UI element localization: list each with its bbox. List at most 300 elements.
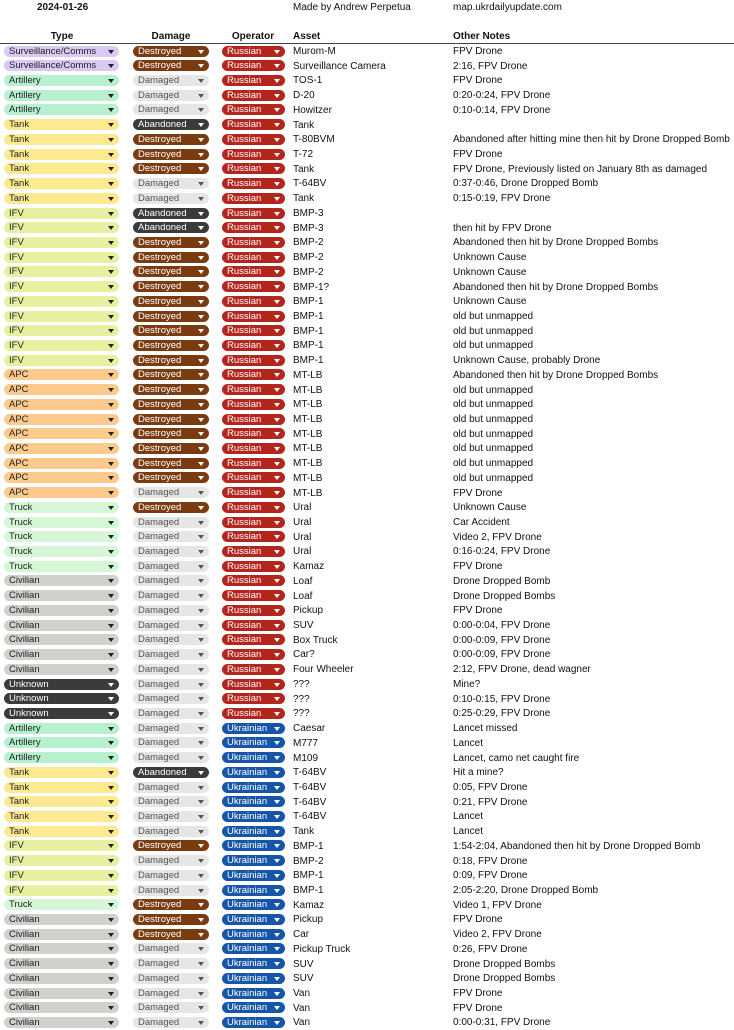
type-dropdown[interactable]	[4, 193, 119, 204]
type-dropdown[interactable]	[4, 634, 119, 645]
damage-dropdown[interactable]	[133, 531, 209, 542]
operator-dropdown[interactable]	[222, 46, 285, 57]
damage-dropdown[interactable]	[133, 737, 209, 748]
asset-cell: Car	[293, 929, 310, 941]
operator-dropdown[interactable]	[222, 1002, 285, 1013]
operator-dropdown[interactable]	[222, 855, 285, 866]
damage-dropdown[interactable]	[133, 605, 209, 616]
type-dropdown[interactable]	[4, 237, 119, 248]
damage-dropdown[interactable]	[133, 679, 209, 690]
asset-cell: Tank	[293, 193, 315, 205]
operator-dropdown[interactable]	[222, 296, 285, 307]
damage-dropdown[interactable]	[133, 281, 209, 292]
type-dropdown[interactable]	[4, 384, 119, 395]
asset-cell: T-72	[293, 149, 314, 161]
damage-dropdown[interactable]	[133, 237, 209, 248]
type-dropdown-value: IFV	[9, 310, 24, 322]
type-dropdown[interactable]	[4, 855, 119, 866]
type-dropdown[interactable]	[4, 163, 119, 174]
table-row	[0, 103, 734, 118]
type-dropdown[interactable]	[4, 1002, 119, 1013]
type-dropdown[interactable]	[4, 988, 119, 999]
damage-dropdown[interactable]	[133, 428, 209, 439]
operator-dropdown[interactable]	[222, 826, 285, 837]
type-dropdown[interactable]	[4, 399, 119, 410]
damage-dropdown[interactable]	[133, 575, 209, 586]
type-dropdown[interactable]	[4, 281, 119, 292]
operator-dropdown[interactable]	[222, 458, 285, 469]
damage-dropdown[interactable]	[133, 855, 209, 866]
damage-dropdown[interactable]	[133, 1002, 209, 1013]
dropdown-arrow-icon	[198, 844, 204, 848]
type-dropdown[interactable]	[4, 517, 119, 528]
operator-dropdown[interactable]	[222, 929, 285, 940]
type-dropdown[interactable]	[4, 311, 119, 322]
damage-dropdown[interactable]	[133, 988, 209, 999]
damage-dropdown[interactable]	[133, 767, 209, 778]
damage-dropdown[interactable]	[133, 929, 209, 940]
damage-dropdown[interactable]	[133, 119, 209, 130]
operator-dropdown[interactable]	[222, 119, 285, 130]
dropdown-arrow-icon	[198, 212, 204, 216]
operator-dropdown-value: Russian	[227, 398, 262, 410]
notes-cell: Drone Dropped Bombs	[453, 958, 556, 970]
operator-dropdown[interactable]	[222, 575, 285, 586]
type-dropdown[interactable]	[4, 369, 119, 380]
damage-dropdown-value: Damaged	[138, 693, 180, 705]
type-dropdown[interactable]	[4, 222, 119, 233]
operator-dropdown[interactable]	[222, 399, 285, 410]
operator-dropdown[interactable]	[222, 163, 285, 174]
damage-dropdown[interactable]	[133, 178, 209, 189]
type-dropdown[interactable]	[4, 46, 119, 57]
operator-dropdown[interactable]	[222, 266, 285, 277]
dropdown-arrow-icon	[274, 771, 280, 775]
asset-cell: MT-LB	[293, 384, 323, 396]
type-dropdown[interactable]	[4, 531, 119, 542]
damage-dropdown[interactable]	[133, 973, 209, 984]
operator-dropdown[interactable]	[222, 428, 285, 439]
dropdown-arrow-icon	[108, 653, 114, 657]
damage-dropdown[interactable]	[133, 104, 209, 115]
notes-cell: Hit a mine?	[453, 767, 504, 779]
asset-cell: M109	[293, 752, 319, 764]
type-dropdown[interactable]	[4, 561, 119, 572]
type-dropdown[interactable]	[4, 723, 119, 734]
operator-dropdown[interactable]	[222, 355, 285, 366]
damage-dropdown[interactable]	[133, 266, 209, 277]
table-row	[0, 1015, 734, 1030]
damage-dropdown[interactable]	[133, 620, 209, 631]
asset-cell: Ural	[293, 531, 312, 543]
type-dropdown[interactable]	[4, 973, 119, 984]
type-dropdown[interactable]	[4, 1017, 119, 1028]
damage-dropdown[interactable]	[133, 369, 209, 380]
dropdown-arrow-icon	[198, 653, 204, 657]
type-dropdown[interactable]	[4, 693, 119, 704]
damage-dropdown[interactable]	[133, 60, 209, 71]
type-dropdown[interactable]	[4, 929, 119, 940]
damage-dropdown[interactable]	[133, 782, 209, 793]
dropdown-arrow-icon	[198, 668, 204, 672]
damage-dropdown[interactable]	[133, 708, 209, 719]
damage-dropdown[interactable]	[133, 163, 209, 174]
type-dropdown-value: IFV	[9, 251, 24, 263]
operator-dropdown[interactable]	[222, 885, 285, 896]
type-dropdown[interactable]	[4, 752, 119, 763]
operator-dropdown[interactable]	[222, 90, 285, 101]
damage-dropdown[interactable]	[133, 796, 209, 807]
damage-dropdown[interactable]	[133, 75, 209, 86]
operator-dropdown[interactable]	[222, 708, 285, 719]
top-bar	[0, 0, 734, 14]
notes-cell: 0:00-0:04, FPV Drone	[453, 620, 551, 632]
type-dropdown[interactable]	[4, 266, 119, 277]
operator-dropdown[interactable]	[222, 899, 285, 910]
dropdown-arrow-icon	[198, 506, 204, 510]
operator-dropdown[interactable]	[222, 178, 285, 189]
table-row	[0, 486, 734, 501]
dropdown-arrow-icon	[198, 359, 204, 363]
damage-dropdown[interactable]	[133, 296, 209, 307]
operator-dropdown[interactable]	[222, 281, 285, 292]
operator-dropdown[interactable]	[222, 840, 285, 851]
type-dropdown[interactable]	[4, 458, 119, 469]
operator-dropdown[interactable]	[222, 767, 285, 778]
type-dropdown[interactable]	[4, 649, 119, 660]
type-dropdown[interactable]	[4, 355, 119, 366]
type-dropdown[interactable]	[4, 104, 119, 115]
damage-dropdown-value: Destroyed	[138, 251, 182, 263]
dropdown-arrow-icon	[274, 300, 280, 304]
damage-dropdown[interactable]	[133, 46, 209, 57]
dropdown-arrow-icon	[108, 889, 114, 893]
type-dropdown-value: Civilian	[9, 634, 40, 646]
type-dropdown[interactable]	[4, 664, 119, 675]
type-dropdown[interactable]	[4, 119, 119, 130]
operator-dropdown[interactable]	[222, 664, 285, 675]
dropdown-arrow-icon	[274, 668, 280, 672]
operator-dropdown[interactable]	[222, 222, 285, 233]
operator-dropdown[interactable]	[222, 723, 285, 734]
table-row	[0, 383, 734, 398]
type-dropdown[interactable]	[4, 679, 119, 690]
type-dropdown[interactable]	[4, 208, 119, 219]
damage-dropdown[interactable]	[133, 472, 209, 483]
damage-dropdown[interactable]	[133, 649, 209, 660]
type-dropdown-value: Civilian	[9, 604, 40, 616]
operator-dropdown[interactable]	[222, 325, 285, 336]
operator-dropdown[interactable]	[222, 75, 285, 86]
damage-dropdown[interactable]	[133, 664, 209, 675]
type-dropdown[interactable]	[4, 605, 119, 616]
damage-dropdown[interactable]	[133, 546, 209, 557]
asset-cell: BMP-1	[293, 355, 324, 367]
type-dropdown[interactable]	[4, 443, 119, 454]
operator-dropdown-value: Ukrainian	[227, 766, 268, 778]
damage-dropdown[interactable]	[133, 634, 209, 645]
dropdown-arrow-icon	[274, 256, 280, 260]
dropdown-arrow-icon	[274, 992, 280, 996]
damage-dropdown[interactable]	[133, 90, 209, 101]
damage-dropdown[interactable]	[133, 134, 209, 145]
dropdown-arrow-icon	[274, 579, 280, 583]
operator-dropdown[interactable]	[222, 649, 285, 660]
operator-dropdown[interactable]	[222, 60, 285, 71]
operator-dropdown-value: Russian	[227, 75, 262, 87]
asset-cell: T-64BV	[293, 796, 327, 808]
type-dropdown[interactable]	[4, 472, 119, 483]
operator-dropdown[interactable]	[222, 796, 285, 807]
type-dropdown[interactable]	[4, 620, 119, 631]
type-dropdown[interactable]	[4, 90, 119, 101]
operator-dropdown-value: Russian	[227, 45, 262, 57]
dropdown-arrow-icon	[198, 638, 204, 642]
type-dropdown[interactable]	[4, 546, 119, 557]
dropdown-arrow-icon	[274, 962, 280, 966]
type-dropdown[interactable]	[4, 134, 119, 145]
damage-dropdown[interactable]	[133, 693, 209, 704]
damage-dropdown[interactable]	[133, 811, 209, 822]
damage-dropdown-value: Damaged	[138, 663, 180, 675]
dropdown-arrow-icon	[108, 359, 114, 363]
operator-dropdown[interactable]	[222, 252, 285, 263]
damage-dropdown[interactable]	[133, 340, 209, 351]
dropdown-arrow-icon	[274, 50, 280, 54]
damage-dropdown[interactable]	[133, 311, 209, 322]
type-dropdown[interactable]	[4, 899, 119, 910]
dropdown-arrow-icon	[198, 903, 204, 907]
damage-dropdown[interactable]	[133, 355, 209, 366]
type-dropdown[interactable]	[4, 737, 119, 748]
type-dropdown-value: Civilian	[9, 649, 40, 661]
type-dropdown[interactable]	[4, 149, 119, 160]
table-row	[0, 809, 734, 824]
dropdown-arrow-icon	[198, 977, 204, 981]
type-dropdown[interactable]	[4, 502, 119, 513]
damage-dropdown-value: Damaged	[138, 752, 180, 764]
operator-dropdown[interactable]	[222, 590, 285, 601]
operator-dropdown[interactable]	[222, 870, 285, 881]
type-dropdown[interactable]	[4, 943, 119, 954]
damage-dropdown[interactable]	[133, 458, 209, 469]
damage-dropdown-value: Destroyed	[138, 398, 182, 410]
operator-dropdown[interactable]	[222, 811, 285, 822]
damage-dropdown[interactable]	[133, 399, 209, 410]
damage-dropdown[interactable]	[133, 502, 209, 513]
operator-dropdown[interactable]	[222, 973, 285, 984]
operator-dropdown[interactable]	[222, 237, 285, 248]
type-dropdown[interactable]	[4, 590, 119, 601]
type-dropdown[interactable]	[4, 840, 119, 851]
notes-cell: Abandoned then hit by Drone Dropped Bombs	[453, 369, 659, 381]
damage-dropdown[interactable]	[133, 222, 209, 233]
operator-dropdown[interactable]	[222, 134, 285, 145]
operator-dropdown[interactable]	[222, 384, 285, 395]
asset-cell: Box Truck	[293, 634, 338, 646]
operator-dropdown[interactable]	[222, 782, 285, 793]
dropdown-arrow-icon	[108, 1006, 114, 1010]
type-dropdown[interactable]	[4, 414, 119, 425]
operator-dropdown[interactable]	[222, 958, 285, 969]
operator-dropdown[interactable]	[222, 369, 285, 380]
damage-dropdown[interactable]	[133, 384, 209, 395]
dropdown-arrow-icon	[108, 992, 114, 996]
operator-dropdown[interactable]	[222, 1017, 285, 1028]
operator-dropdown[interactable]	[222, 988, 285, 999]
type-dropdown[interactable]	[4, 252, 119, 263]
operator-dropdown-value: Russian	[227, 457, 262, 469]
dropdown-arrow-icon	[108, 506, 114, 510]
type-dropdown[interactable]	[4, 340, 119, 351]
damage-dropdown[interactable]	[133, 487, 209, 498]
dropdown-arrow-icon	[198, 947, 204, 951]
dropdown-arrow-icon	[108, 226, 114, 230]
asset-cell: M777	[293, 737, 319, 749]
operator-dropdown[interactable]	[222, 472, 285, 483]
asset-cell: MT-LB	[293, 413, 323, 425]
type-dropdown[interactable]	[4, 75, 119, 86]
asset-cell: Van	[293, 1002, 311, 1014]
operator-dropdown[interactable]	[222, 561, 285, 572]
operator-dropdown[interactable]	[222, 517, 285, 528]
damage-dropdown[interactable]	[133, 208, 209, 219]
type-dropdown-value: Tank	[9, 148, 30, 160]
type-dropdown[interactable]	[4, 826, 119, 837]
type-dropdown[interactable]	[4, 914, 119, 925]
operator-dropdown[interactable]	[222, 620, 285, 631]
asset-cell: MT-LB	[293, 487, 323, 499]
type-dropdown[interactable]	[4, 487, 119, 498]
damage-dropdown[interactable]	[133, 723, 209, 734]
type-dropdown[interactable]	[4, 811, 119, 822]
operator-dropdown[interactable]	[222, 487, 285, 498]
type-dropdown[interactable]	[4, 325, 119, 336]
dropdown-arrow-icon	[198, 226, 204, 230]
type-dropdown[interactable]	[4, 428, 119, 439]
type-dropdown[interactable]	[4, 782, 119, 793]
asset-cell: MT-LB	[293, 369, 323, 381]
type-dropdown-value: APC	[9, 443, 29, 454]
operator-dropdown[interactable]	[222, 311, 285, 322]
damage-dropdown[interactable]	[133, 517, 209, 528]
operator-dropdown[interactable]	[222, 679, 285, 690]
damage-dropdown[interactable]	[133, 193, 209, 204]
operator-dropdown-value: Russian	[227, 560, 262, 572]
asset-cell: Pickup	[293, 914, 324, 926]
damage-dropdown[interactable]	[133, 914, 209, 925]
type-dropdown[interactable]	[4, 958, 119, 969]
dropdown-arrow-icon	[198, 889, 204, 893]
damage-dropdown[interactable]	[133, 1017, 209, 1028]
damage-dropdown[interactable]	[133, 899, 209, 910]
table-row	[0, 530, 734, 545]
damage-dropdown[interactable]	[133, 752, 209, 763]
notes-cell: old but unmapped	[453, 310, 534, 322]
operator-dropdown[interactable]	[222, 752, 285, 763]
operator-dropdown-value: Russian	[227, 133, 262, 145]
operator-dropdown[interactable]	[222, 914, 285, 925]
operator-dropdown[interactable]	[222, 443, 285, 454]
type-dropdown[interactable]	[4, 708, 119, 719]
type-dropdown-value: Tank	[9, 133, 30, 145]
operator-dropdown[interactable]	[222, 193, 285, 204]
damage-dropdown-value: Abandoned	[138, 119, 187, 131]
table-row	[0, 206, 734, 221]
operator-dropdown[interactable]	[222, 502, 285, 513]
type-dropdown[interactable]	[4, 178, 119, 189]
damage-dropdown[interactable]	[133, 590, 209, 601]
notes-cell: Video 2, FPV Drone	[453, 531, 542, 543]
type-dropdown-value: APC	[9, 398, 29, 410]
type-dropdown[interactable]	[4, 296, 119, 307]
table-row	[0, 59, 734, 74]
type-dropdown[interactable]	[4, 885, 119, 896]
dropdown-arrow-icon	[198, 153, 204, 157]
dropdown-arrow-icon	[274, 182, 280, 186]
damage-dropdown[interactable]	[133, 561, 209, 572]
type-dropdown[interactable]	[4, 60, 119, 71]
damage-dropdown[interactable]	[133, 443, 209, 454]
dropdown-arrow-icon	[274, 329, 280, 333]
operator-dropdown[interactable]	[222, 546, 285, 557]
type-dropdown[interactable]	[4, 870, 119, 881]
damage-dropdown[interactable]	[133, 325, 209, 336]
operator-dropdown[interactable]	[222, 104, 285, 115]
dropdown-arrow-icon	[108, 285, 114, 289]
damage-dropdown[interactable]	[133, 958, 209, 969]
dropdown-arrow-icon	[108, 535, 114, 539]
notes-cell: Lancet	[453, 737, 484, 749]
operator-dropdown[interactable]	[222, 340, 285, 351]
damage-dropdown-value: Damaged	[138, 619, 180, 631]
table-row	[0, 265, 734, 280]
operator-dropdown[interactable]	[222, 737, 285, 748]
damage-dropdown-value: Destroyed	[138, 840, 182, 852]
operator-dropdown[interactable]	[222, 531, 285, 542]
dropdown-arrow-icon	[108, 565, 114, 569]
type-dropdown[interactable]	[4, 796, 119, 807]
type-dropdown[interactable]	[4, 767, 119, 778]
operator-dropdown[interactable]	[222, 208, 285, 219]
damage-dropdown[interactable]	[133, 252, 209, 263]
damage-dropdown[interactable]	[133, 943, 209, 954]
operator-dropdown-value: Russian	[227, 148, 262, 160]
damage-dropdown-value: Abandoned	[138, 222, 187, 234]
damage-dropdown[interactable]	[133, 826, 209, 837]
operator-dropdown[interactable]	[222, 605, 285, 616]
operator-dropdown-value: Russian	[227, 295, 262, 307]
operator-dropdown[interactable]	[222, 693, 285, 704]
operator-dropdown[interactable]	[222, 149, 285, 160]
header-type: Type	[50, 31, 74, 42]
dropdown-arrow-icon	[274, 462, 280, 466]
operator-dropdown[interactable]	[222, 414, 285, 425]
operator-dropdown-value: Russian	[227, 487, 262, 499]
table-row	[0, 235, 734, 250]
operator-dropdown[interactable]	[222, 943, 285, 954]
damage-dropdown[interactable]	[133, 414, 209, 425]
type-dropdown[interactable]	[4, 575, 119, 586]
damage-dropdown[interactable]	[133, 840, 209, 851]
damage-dropdown[interactable]	[133, 870, 209, 881]
operator-dropdown-value: Ukrainian	[227, 752, 268, 764]
notes-cell: Drone Dropped Bomb	[453, 575, 551, 587]
damage-dropdown[interactable]	[133, 885, 209, 896]
damage-dropdown[interactable]	[133, 149, 209, 160]
operator-dropdown[interactable]	[222, 634, 285, 645]
dropdown-arrow-icon	[274, 609, 280, 613]
